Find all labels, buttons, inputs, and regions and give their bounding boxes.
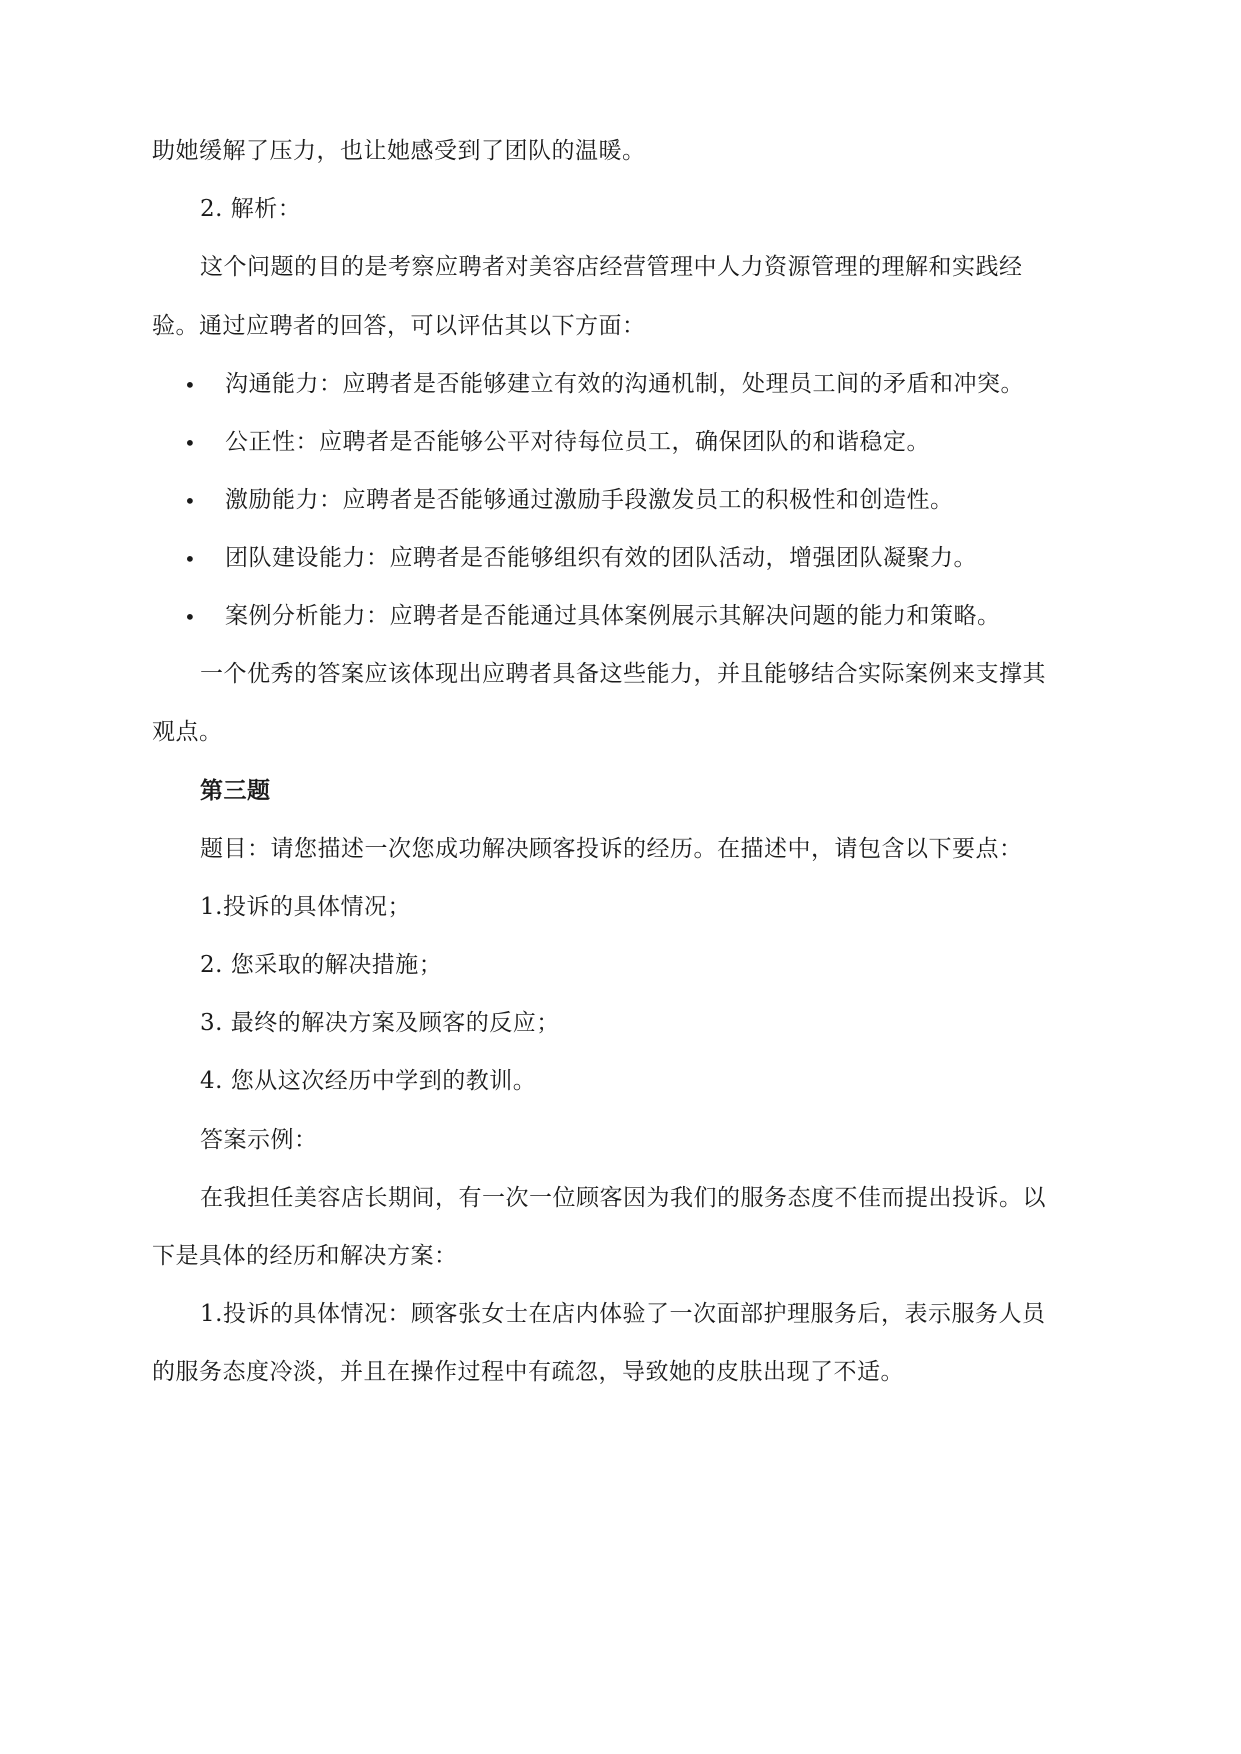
bullet-item-case-analysis: 案例分析能力：应聘者是否能通过具体案例展示其解决问题的能力和策略。 [225,603,1001,629]
bullet-marker: • [184,547,196,571]
answer-paragraph-2-line-1: 1.投诉的具体情况：顾客张女士在店内体验了一次面部护理服务后，表示服务人员 [200,1301,1046,1327]
bullet-item-fairness: 公正性：应聘者是否能够公平对待每位员工，确保团队的和谐稳定。 [225,429,930,455]
bullet-marker: • [184,431,196,455]
bullet-item-team-building: 团队建设能力：应聘者是否能够组织有效的团队活动，增强团队凝聚力。 [225,545,977,571]
bullet-marker: • [184,373,196,397]
answer-example-heading: 答案示例： [200,1127,318,1153]
analysis-paragraph-line-2: 验。通过应聘者的回答，可以评估其以下方面： [152,313,646,339]
bullet-item-motivation: 激励能力：应聘者是否能够通过激励手段激发员工的积极性和创造性。 [225,487,954,513]
question-3-point-2: 2. 您采取的解决措施； [200,952,443,978]
bullet-marker: • [184,489,196,513]
paragraph-continuation: 助她缓解了压力，也让她感受到了团队的温暖。 [152,138,646,164]
answer-paragraph-1-line-1: 在我担任美容店长期间，有一次一位顾客因为我们的服务态度不佳而提出投诉。以 [200,1185,1046,1211]
answer-paragraph-2-line-2: 的服务态度冷淡，并且在操作过程中有疏忽，导致她的皮肤出现了不适。 [152,1359,904,1385]
answer-paragraph-1-line-2: 下是具体的经历和解决方案： [152,1243,458,1269]
analysis-paragraph-line-1: 这个问题的目的是考察应聘者对美容店经营管理中人力资源管理的理解和实践经 [200,254,1023,280]
question-3-heading: 第三题 [200,777,271,804]
analysis-heading: 2. 解析： [200,196,302,222]
question-3-point-4: 4. 您从这次经历中学到的教训。 [200,1068,537,1094]
question-3-prompt: 题目：请您描述一次您成功解决顾客投诉的经历。在描述中，请包含以下要点： [200,836,1023,862]
summary-line-1: 一个优秀的答案应该体现出应聘者具备这些能力，并且能够结合实际案例来支撑其 [200,661,1046,687]
question-3-point-1: 1.投诉的具体情况； [200,894,411,920]
question-3-point-3: 3. 最终的解决方案及顾客的反应； [200,1010,560,1036]
bullet-marker: • [184,605,196,629]
bullet-item-communication: 沟通能力：应聘者是否能够建立有效的沟通机制，处理员工间的矛盾和冲突。 [225,371,1024,397]
summary-line-2: 观点。 [152,719,223,745]
